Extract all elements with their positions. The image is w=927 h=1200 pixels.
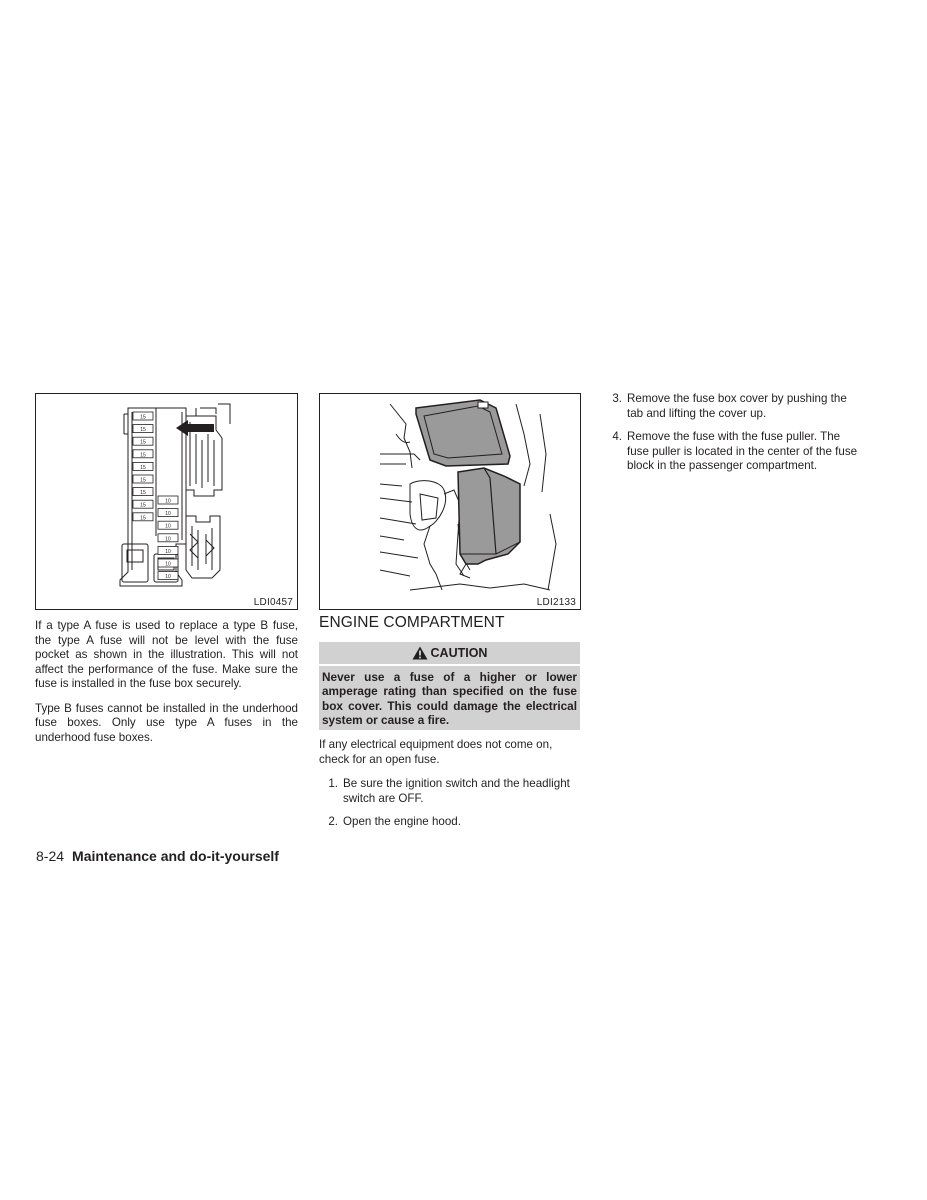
step-text: Remove the fuse with the fuse puller. The fuse puller is located in the center of the fuse block in the passenger compartment.	[627, 430, 858, 472]
figure-code-right: LDI2133	[536, 597, 576, 608]
fuse-slot-label: 15	[140, 414, 146, 421]
page-number: 8-24	[36, 848, 65, 864]
section-title: ENGINE COMPARTMENT	[319, 614, 505, 631]
caution-heading	[319, 642, 580, 666]
list-item	[319, 777, 581, 806]
fuse-slot-label: 15	[140, 490, 146, 497]
steps-list	[319, 777, 581, 830]
fuse-block-illustration	[36, 394, 299, 611]
caution-label: CAUTION	[430, 646, 488, 660]
left-column	[35, 619, 298, 755]
fuse-slot-label: 10	[165, 498, 171, 505]
list-item	[603, 430, 865, 474]
chapter-title: Maintenance and do-it-yourself	[72, 848, 279, 864]
figure-code-left: LDI0457	[253, 597, 293, 608]
paragraph: If a type A fuse is used to replace a type B fuse, the type A fuse will not be level with the fuse pocket as shown in the illustration. This will not affect the performance of the fuse. Make sure the fuse is installed in the fuse box securely.	[35, 619, 298, 690]
step-number: 4.	[612, 430, 622, 443]
fuse-slot-label: 15	[140, 502, 146, 509]
list-item	[603, 392, 865, 421]
fuse-slot-label: 15	[140, 464, 146, 471]
step-number: 3.	[612, 392, 622, 405]
fuse-slot-label: 10	[165, 561, 171, 568]
step-text: Open the engine hood.	[343, 815, 461, 828]
fuse-slot-label: 10	[165, 574, 171, 581]
intro-paragraph: If any electrical equipment does not come on, check for an open fuse.	[319, 738, 553, 766]
step-number: 1.	[328, 777, 338, 790]
step-text: Remove the fuse box cover by pushing the tab and lifting the cover up.	[627, 392, 847, 420]
steps-list	[603, 392, 865, 474]
caution-text: Never use a fuse of a higher or lower amperage rating than specified on the fuse box cover. This could damage the electrical system or cause a fire.	[322, 670, 577, 727]
engine-fuse-box-illustration	[320, 394, 582, 611]
step-text: Be sure the ignition switch and the headlight switch are OFF.	[343, 777, 570, 805]
fuse-slot-label: 15	[140, 439, 146, 446]
figure-fuse-block	[35, 393, 298, 610]
paragraph: Type B fuses cannot be installed in the underhood fuse boxes. Only use type A fuses in the underhood fuse boxes.	[35, 701, 298, 744]
right-column	[603, 392, 865, 483]
fuse-slot-label: 15	[140, 477, 146, 484]
fuse-box-body	[458, 468, 520, 564]
fuse-slot-label: 15	[140, 452, 146, 459]
fuse-slot-label: 10	[165, 536, 171, 543]
fuse-slot-label: 10	[165, 511, 171, 518]
fuse-slot-label: 15	[140, 515, 146, 522]
step-number: 2.	[328, 815, 338, 828]
page-footer	[36, 848, 279, 864]
figure-engine-fuse-box	[319, 393, 581, 610]
fuse-slot-label: 10	[165, 523, 171, 530]
caution-box	[319, 642, 580, 730]
fuse-slot-label: 15	[140, 427, 146, 434]
middle-column-body	[319, 738, 581, 839]
list-item	[319, 815, 581, 830]
fuse-slot-label: 10	[165, 548, 171, 555]
warning-triangle-icon	[412, 646, 428, 660]
